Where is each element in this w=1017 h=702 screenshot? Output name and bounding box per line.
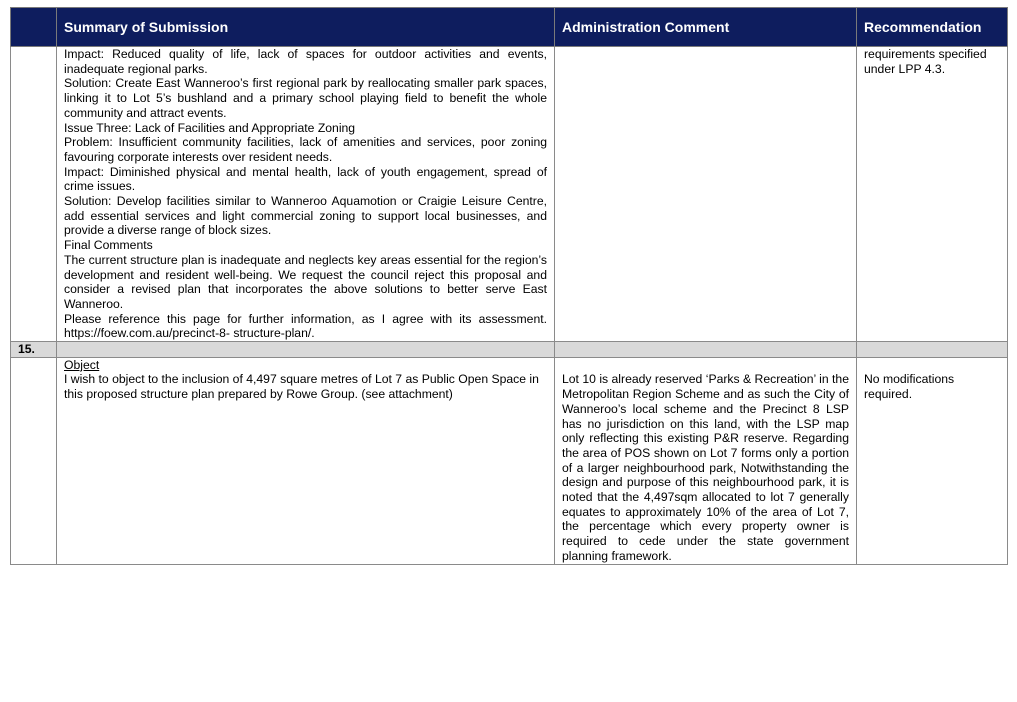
cell-recommendation: requirements specified under LPP 4.3.: [857, 47, 1008, 342]
summary-line: Issue Three: Lack of Facilities and Appropriate Zoning: [64, 120, 356, 135]
submission-number-row: [11, 342, 1008, 358]
submissions-table: [10, 7, 1008, 565]
cell-number-empty: [11, 47, 57, 342]
cell-number-empty: [11, 357, 57, 564]
summary-line: Please reference this page for further information, as I agree with its assessment. https://foew.com.au/precinct-8- structure-plan/.: [64, 311, 547, 341]
summary-line: The current structure plan is inadequate and neglects key areas essential for the region’s development and resident well-being. We request the council reject this proposal and consider a revised plan that incorporates the above solutions to better serve East Wanneroo.: [64, 252, 547, 311]
cell-admin-comment-empty: [555, 47, 857, 342]
submission-number: 15.: [11, 342, 57, 358]
cell-summary: [57, 47, 555, 342]
summary-line: Solution: Create East Wanneroo’s first regional park by reallocating smaller park spaces, linking it to Lot 5’s bushland and a primary school playing field to benefit the whole community and attract events.: [64, 76, 547, 120]
table-header-row: [11, 8, 1008, 47]
cell-admin-comment: [555, 357, 857, 564]
summary-line: Solution: Develop facilities similar to Wanneroo Aquamotion or Craigie Leisure Centre, add essential services and light commercial zoning to support local businesses, and provide a diverse range of block sizes.: [64, 194, 547, 238]
table-row-15: [11, 357, 1008, 564]
summary-text: I wish to object to the inclusion of 4,497 square metres of Lot 7 as Public Open Space in this proposed structure plan prepared by Rowe Group. (see attachment): [64, 372, 539, 402]
recommendation-text: No modifications required.: [864, 372, 955, 402]
table-row-continued: [11, 47, 1008, 342]
summary-line: Final Comments: [64, 238, 153, 253]
header-summary: Summary of Submission: [57, 8, 555, 47]
header-recommendation: Recommendation: [857, 8, 1008, 47]
header-admin-comment: Administration Comment: [555, 8, 857, 47]
summary-line: Problem: Insufficient community facilities, lack of amenities and services, poor zoning favouring corporate interests over resident needs.: [64, 135, 547, 164]
cell-summary: [57, 357, 555, 564]
summary-line: Impact: Reduced quality of life, lack of spaces for outdoor activities and events, inadequate regional parks.: [64, 47, 547, 76]
summary-heading: Object: [64, 357, 100, 372]
admin-comment-text: Lot 10 is already reserved ‘Parks & Recreation’ in the Metropolitan Region Scheme and as such the City of Wanneroo’s local scheme and the Precinct 8 LSP has no jurisdiction on this land, with the LSP map only reflecting this existing P&R reserve. Regarding the area of POS shown on Lot 7 forms only a portion of a larger neighbourhood park, Notwithstanding the design and purpose of this neighbourhood park, it is noted that the 4,497sqm allocated to lot 7 generally equates to approximately 10% of the area of Lot 7, the percentage which every property owner is required to cede under the state government planning framework.: [562, 372, 849, 563]
summary-line: Impact: Diminished physical and mental health, lack of youth engagement, spread of crime issues.: [64, 164, 547, 194]
cell-recommendation: [857, 357, 1008, 564]
header-number: [11, 8, 57, 47]
